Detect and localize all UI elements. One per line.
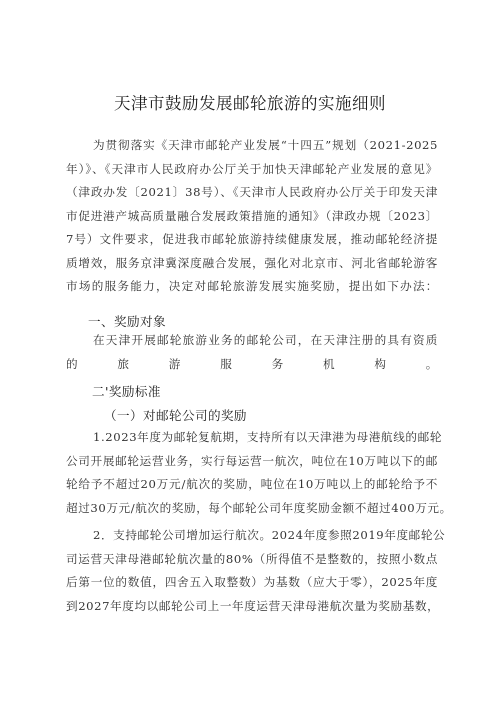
item-1-line-4: 超过30万元/航次的奖励，每个邮轮公司年度奖励金额不超过400万元。 [66, 500, 452, 515]
section-1-line-2: 的旅游服务机构。 [66, 356, 438, 371]
item-1-line-3: 轮给予不超过20万元/航次的奖励，吨位在10万吨以上的邮轮给予不 [66, 477, 438, 491]
intro-line-7: 市场的服务能力，决定对邮轮旅游发展实施奖励，提出如下办法： [66, 279, 438, 293]
section-1-line-1: 在天津开展邮轮旅游业务的邮轮公司，在天津注册的具有资质 [93, 333, 438, 347]
intro-paragraph [66, 134, 438, 299]
intro-line-3: （津政办发〔2021〕38号）、《天津市人民政府办公厅关于印发天津 [66, 185, 438, 199]
item-1-paragraph [66, 426, 452, 520]
item-2-line-3: 后第一位的数值，四舍五入取整数）为基数（应大于零），2025年度 [66, 575, 438, 589]
intro-line-5: 7号）文件要求，促进我市邮轮旅游持续健康发展，推动邮轮经济提 [66, 232, 438, 246]
item-1-line-2: 公司开展邮轮运营业务，实行每运营一航次，吨位在10万吨以下的邮 [66, 453, 438, 468]
item-2-line-1: 2．支持邮轮公司增加运行航次。2024年度参照2019年度邮轮公 [93, 528, 446, 542]
item-2-paragraph [66, 524, 446, 618]
section-2-heading: 二'奖励标准 [92, 384, 161, 399]
intro-line-2: 年）》、《天津市人民政府办公厅关于加快天津邮轮产业发展的意见》 [66, 161, 438, 176]
item-1-line-1: 1.2023年度为邮轮复航期，支持所有以天津港为母港航线的邮轮 [93, 430, 443, 444]
section-1-heading: 一、奖励对象 [88, 314, 166, 329]
item-2-line-4: 到2027年度均以邮轮公司上一年度运营天津母港航次量为奖励基数， [66, 598, 440, 613]
item-2-line-2: 司运营天津母港邮轮航次量的80%（所得值不是整数的，按照小数点 [66, 551, 438, 566]
subsection-1-heading: （一）对邮轮公司的奖励 [104, 408, 247, 423]
section-1-paragraph [66, 329, 438, 376]
intro-line-6: 质增效，服务京津冀深度融合发展，强化对北京市、河北省邮轮游客 [66, 255, 438, 270]
intro-line-4: 市促进港产城高质量融合发展政策措施的通知》（津政办规〔2023〕 [66, 208, 438, 223]
document-title: 天津市鼓励发展邮轮旅游的实施细则 [114, 94, 386, 113]
intro-line-1: 为贯彻落实《天津市邮轮产业发展“十四五”规划（2021-2025 [93, 138, 438, 152]
